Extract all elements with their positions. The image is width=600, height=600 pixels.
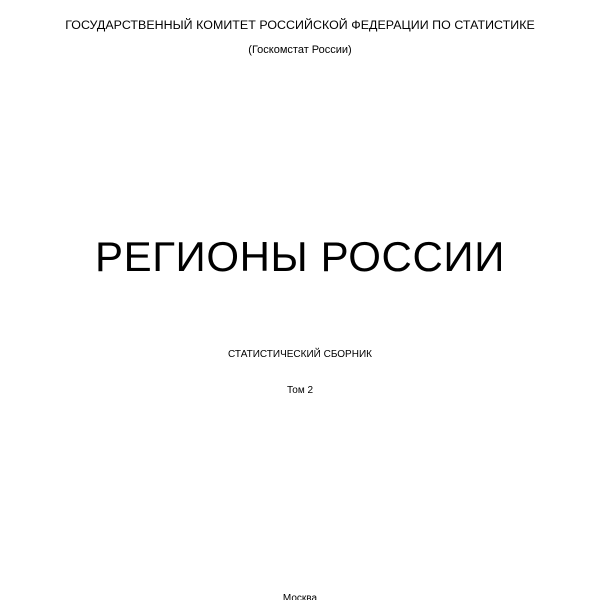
committee-abbreviation: (Госкомстат России) xyxy=(248,44,352,56)
document-title: РЕГИОНЫ РОССИИ xyxy=(94,233,505,280)
document-subtitle: СТАТИСТИЧЕСКИЙ СБОРНИК xyxy=(228,349,372,360)
publication-city: Москва xyxy=(282,593,318,600)
volume-label: Том 2 xyxy=(286,385,314,396)
committee-name: ГОСУДАРСТВЕННЫЙ КОМИТЕТ РОССИЙСКОЙ ФЕДЕРАЦИИ ПО СТАТИСТИКЕ xyxy=(65,18,535,32)
